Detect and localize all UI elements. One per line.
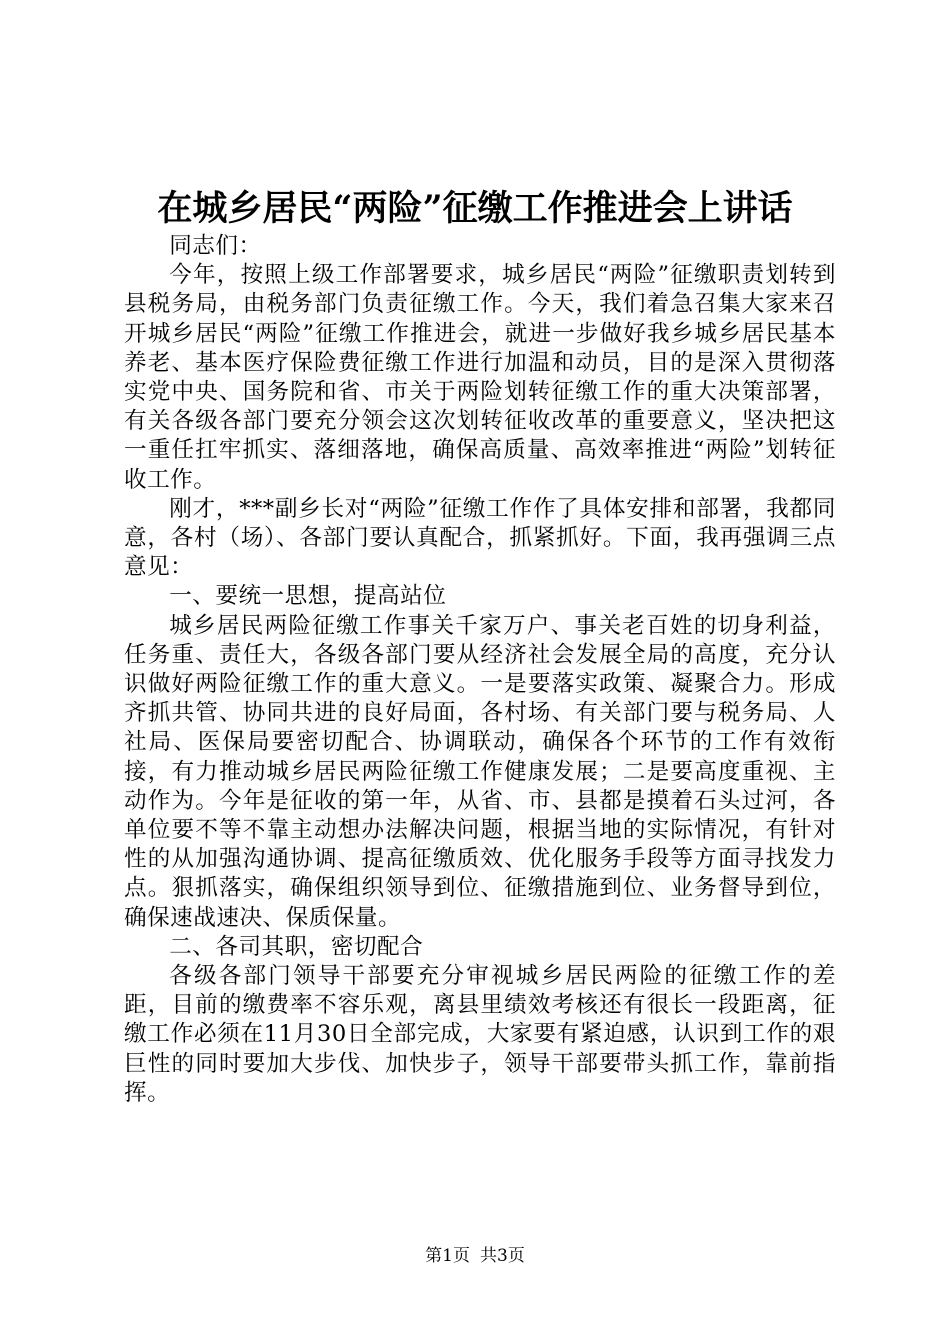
page-number: 第1页 — [425, 1246, 470, 1266]
paragraph-section-2: 各级各部门领导干部要充分审视城乡居民两险的征缴工作的差距，目前的缴费率不容乐观，离县里绩效考核还有很长一段距离，征缴工作必须在11月30日全部完成，大家要有紧迫感，认识到工作的艰巨性的同时要加大步伐、加快步子，领导干部要带头抓工作，靠前指挥。 — [124, 963, 836, 1106]
document-body — [124, 232, 836, 1108]
section-heading-2: 二、各司其职，密切配合 — [169, 933, 424, 960]
section-heading-1: 一、要统一思想，提高站位 — [169, 583, 447, 610]
salutation: 同志们： — [169, 233, 262, 259]
paragraph-intro: 今年，按照上级工作部署要求，城乡居民“两险”征缴职责划转到县税务局，由税务部门负责征缴工作。今天，我们着急召集大家来召开城乡居民“两险”征缴工作推进会，就进一步做好我乡城乡居民基本养老、基本医疗保险费征缴工作进行加温和动员，目的是深入贯彻落实党中央、国务院和省、市关于两险划转征缴工作的重大决策部署，有关各级各部门要充分领会这次划转征收改革的重要意义，坚决把这一重任扛牢抓实、落细落地，确保高质量、高效率推进“两险”划转征收工作。 — [124, 262, 836, 493]
page-total: 共3页 — [480, 1246, 525, 1266]
paragraph-section-1: 城乡居民两险征缴工作事关千家万户、事关老百姓的切身利益，任务重、责任大，各级各部门要从经济社会发展全局的高度，充分认识做好两险征缴工作的重大意义。一是要落实政策、凝聚合力。形成齐抓共管、协同共进的良好局面，各村场、有关部门要与税务局、人社局、医保局要密切配合、协调联动，确保各个环节的工作有效衔接，有力推动城乡居民两险征缴工作健康发展；二是要高度重视、主动作为。今年是征收的第一年，从省、市、县都是摸着石头过河，各单位要不等不靠主动想办法解决问题，根据当地的实际情况，有针对性的从加强沟通协调、提高征缴质效、优化服务手段等方面寻找发力点。狠抓落实，确保组织领导到位、征缴措施到位、业务督导到位，确保速战速决、保质保量。 — [124, 612, 836, 931]
document-title: 在城乡居民“两险”征缴工作推进会上讲话 — [157, 188, 793, 229]
page-footer — [0, 1244, 950, 1268]
paragraph-arrangement: 刚才，***副乡长对“两险”征缴工作作了具体安排和部署，我都同意，各村（场）、各部门要认真配合，抓紧抓好。下面，我再强调三点意见： — [124, 495, 836, 581]
